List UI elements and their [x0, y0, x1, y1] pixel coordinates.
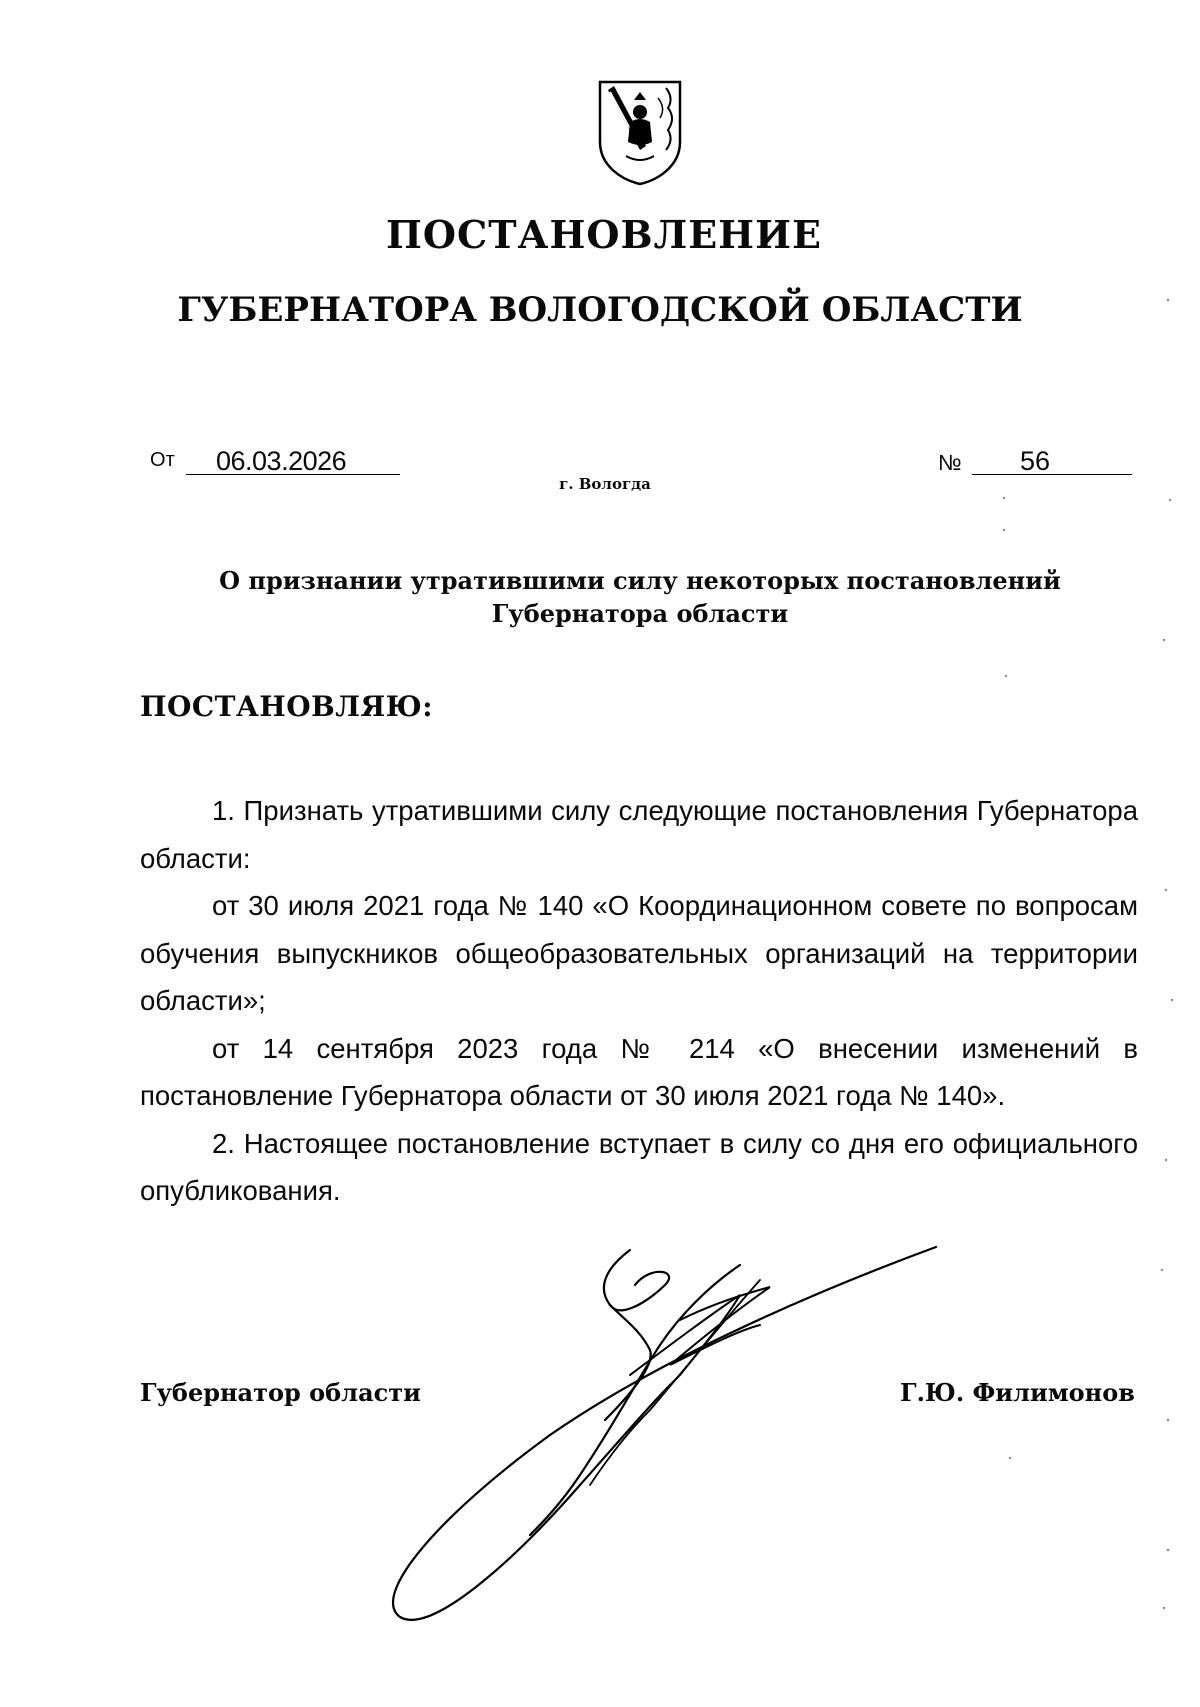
- body-paragraph-3: от 14 сентября 2023 года № 214 «О внесении изменений в постановление Губернатора области от 30 июля 2021 года № 140».: [140, 1032, 1138, 1111]
- signatory-role: Губернатор области: [140, 1378, 421, 1407]
- number-value: 56: [1020, 446, 1051, 476]
- document-subject: [200, 564, 1080, 630]
- city-label: г. Вологда: [559, 475, 651, 493]
- body-paragraph-2: от 30 июля 2021 года № 140 «О Координационном совете по вопросам обучения выпускников общеобразовательных организаций на территории области»;: [140, 890, 1138, 1016]
- subject-line-2: Губернатора области: [491, 599, 789, 628]
- body-paragraph-4: 2. Настоящее постановление вступает в силу со дня его официального опубликования.: [140, 1127, 1138, 1206]
- date-label: От: [150, 449, 175, 471]
- document-body: [140, 787, 1138, 1215]
- body-paragraph-1: 1. Признать утратившими силу следующие постановления Губернатора области:: [140, 795, 1138, 874]
- signatory-name: Г.Ю. Филимонов: [900, 1378, 1135, 1407]
- decree-heading: ПОСТАНОВЛЯЮ:: [140, 690, 434, 723]
- vologda-coat-of-arms-icon: [596, 78, 684, 186]
- document-title: ПОСТАНОВЛЕНИЕ: [386, 212, 822, 257]
- document-issuer: ГУБЕРНАТОРА ВОЛОГОДСКОЙ ОБЛАСТИ: [177, 290, 1023, 330]
- number-label: №: [938, 450, 962, 475]
- subject-line-1: О признании утратившими силу некоторых постановлений: [219, 566, 1061, 595]
- handwritten-signature-icon: [380, 1225, 940, 1625]
- date-value: 06.03.2026: [216, 446, 347, 476]
